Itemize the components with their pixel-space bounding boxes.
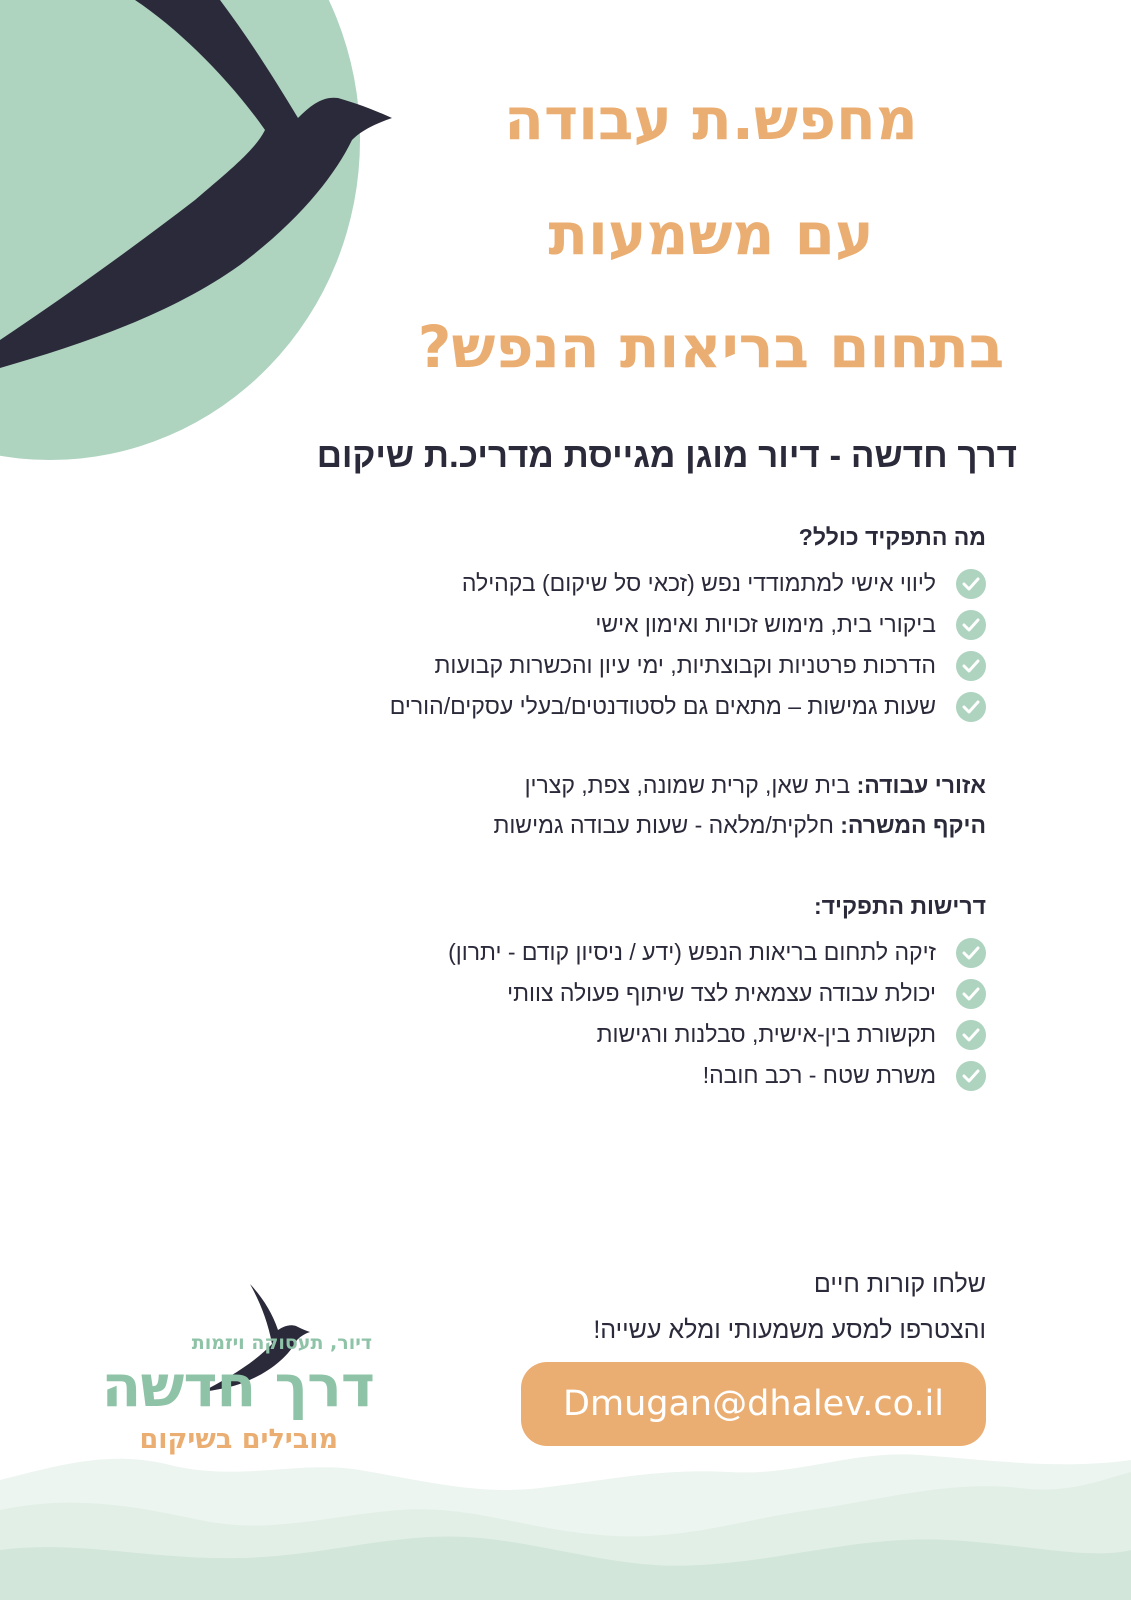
- list-item: [448, 1014, 986, 1055]
- cta-line-1: שלחו קורות חיים: [813, 1270, 986, 1298]
- role-list: [390, 563, 986, 727]
- cta-line-2: והצטרפו למסע משמעותי ומלא עשייה!: [593, 1316, 986, 1344]
- list-item: [390, 645, 986, 686]
- requirements-section-title: דרישות התפקיד:: [813, 893, 986, 919]
- requirements-list: [448, 932, 986, 1096]
- logo-tagline-top: דיור, תעסוקה ויזמות: [191, 1332, 372, 1354]
- headline-line-1: מחפש.ת עבודה: [504, 85, 918, 153]
- logo-tagline-bottom: מובילים בשיקום: [139, 1424, 338, 1455]
- role-item-text: ביקורי בית, מימוש זכויות ואימון אישי: [595, 611, 936, 637]
- requirement-item-text: זיקה לתחום בריאות הנפש (ידע / ניסיון קודם - יתרון): [448, 939, 936, 965]
- check-circle-icon: [956, 651, 986, 681]
- job-scope-label: היקף המשרה:: [840, 812, 986, 838]
- list-item: [448, 973, 986, 1014]
- company-logo: [80, 1290, 380, 1460]
- check-circle-icon: [956, 692, 986, 722]
- job-scope-line: [493, 812, 986, 839]
- work-areas-value: בית שאן, קרית שמונה, צפת, קצרין: [524, 772, 857, 798]
- requirement-item-text: יכולת עבודה עצמאית לצד שיתוף פעולה צוותי: [507, 980, 936, 1006]
- requirement-item-text: משרת שטח - רכב חובה!: [702, 1062, 936, 1088]
- headline-line-3: בתחום בריאות הנפש?: [417, 313, 1005, 381]
- check-circle-icon: [956, 569, 986, 599]
- check-circle-icon: [956, 938, 986, 968]
- check-circle-icon: [956, 1061, 986, 1091]
- check-circle-icon: [956, 610, 986, 640]
- work-areas-label: אזורי עבודה:: [856, 772, 986, 798]
- check-circle-icon: [956, 1020, 986, 1050]
- swallow-bird-icon: [0, 0, 420, 380]
- list-item: [448, 932, 986, 973]
- logo-name: דרך חדשה: [101, 1352, 374, 1420]
- list-item: [390, 686, 986, 727]
- list-item: [448, 1055, 986, 1096]
- email-button[interactable]: Dmugan@dhalev.co.il: [521, 1362, 986, 1446]
- list-item: [390, 604, 986, 645]
- role-item-text: ליווי אישי למתמודדי נפש (זכאי סל שיקום) בקהילה: [461, 570, 936, 596]
- role-section-title: מה התפקיד כולל?: [798, 524, 986, 550]
- work-areas-line: [525, 772, 986, 799]
- requirement-item-text: תקשורת בין-אישית, סבלנות ורגישות: [596, 1021, 936, 1047]
- headline-line-2: עם משמעות: [548, 200, 874, 268]
- job-subtitle: דרך חדשה - דיור מוגן מגייסת מדריכ.ת שיקום: [316, 436, 1017, 475]
- role-item-text: שעות גמישות – מתאים גם לסטודנטים/בעלי עסקים/הורים: [389, 693, 936, 719]
- check-circle-icon: [956, 979, 986, 1009]
- job-scope-value: חלקית/מלאה - שעות עבודה גמישות: [493, 812, 841, 838]
- role-item-text: הדרכות פרטניות וקבוצתיות, ימי עיון והכשרות קבועות: [434, 652, 936, 678]
- list-item: [390, 563, 986, 604]
